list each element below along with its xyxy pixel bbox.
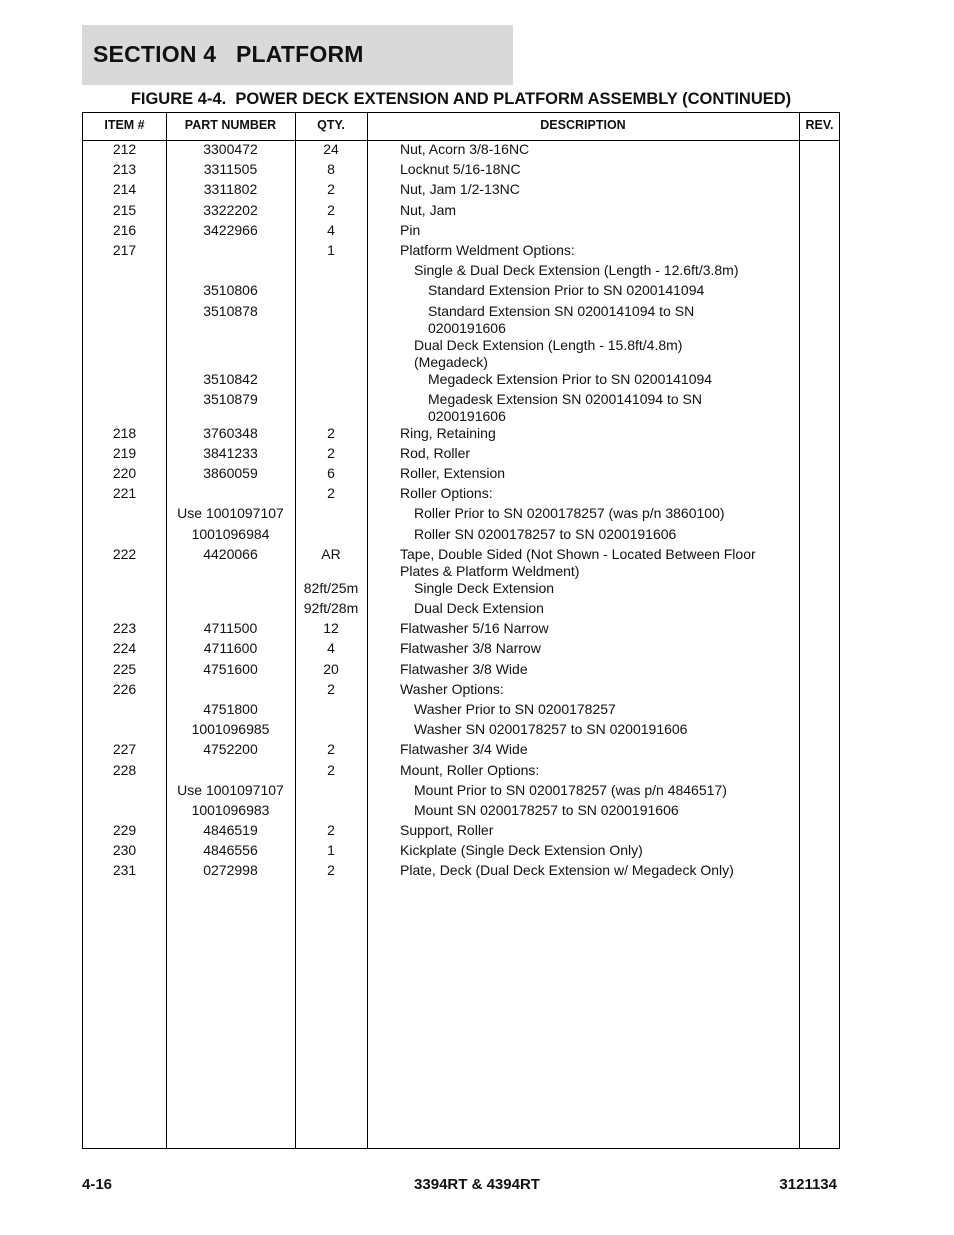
table-row [83, 681, 839, 701]
part-number-cell: 0272998 [203, 862, 258, 879]
part-number-cell: 4846519 [203, 822, 258, 839]
part-number-cell: 1001096984 [191, 525, 270, 542]
col-header-description: DESCRIPTION [540, 118, 626, 132]
table-row [83, 141, 839, 161]
description-cell: Kickplate (Single Deck Extension Only) [400, 842, 643, 859]
item-cell: 231 [112, 862, 137, 879]
part-number-cell: 3510878 [203, 302, 258, 319]
part-number-cell: 3322202 [203, 201, 258, 218]
description-cell: Mount SN 0200178257 to SN 0200191606 [414, 801, 679, 818]
qty-cell: 24 [323, 141, 339, 157]
item-cell: 226 [112, 680, 137, 697]
qty-cell: 4 [327, 221, 335, 238]
item-cell: 219 [112, 444, 137, 461]
part-number-cell: 4752200 [203, 741, 258, 758]
part-number-cell: 4751600 [203, 660, 258, 677]
table-row [83, 371, 839, 391]
table-row [83, 425, 839, 445]
table-row [83, 802, 839, 822]
table-row [83, 741, 839, 761]
table-row [83, 262, 839, 282]
qty-cell: 2 [327, 444, 335, 461]
description-cell: Standard Extension Prior to SN 0200141094 [428, 282, 705, 299]
item-cell: 215 [112, 201, 137, 218]
page-number: 4-16 [82, 1176, 113, 1193]
table-row [83, 242, 839, 262]
qty-cell: 8 [327, 161, 335, 178]
qty-cell: 92ft/28m [303, 600, 359, 616]
description-cell: Rod, Roller [400, 444, 471, 461]
table-row [83, 842, 839, 862]
part-number-cell: 4751800 [203, 700, 258, 717]
description-cell: Flatwasher 5/16 Narrow [400, 620, 549, 637]
item-cell: 229 [112, 822, 137, 839]
qty-cell: 2 [327, 181, 335, 198]
table-row [83, 762, 839, 782]
item-cell: 216 [112, 221, 137, 238]
description-cell: Dual Deck Extension [414, 600, 544, 616]
qty-cell: 1 [327, 842, 335, 859]
table-row [83, 337, 839, 371]
description-cell: Megadesk Extension SN 0200141094 to SN 0200191606 [428, 390, 702, 424]
qty-cell: 2 [327, 741, 335, 758]
qty-cell: 2 [327, 201, 335, 218]
item-cell: 220 [112, 465, 137, 482]
description-cell: Plate, Deck (Dual Deck Extension w/ Megadeck Only) [400, 862, 734, 879]
part-number-cell: 3841233 [203, 444, 258, 461]
item-cell: 213 [112, 161, 137, 178]
col-header-rev: REV. [805, 118, 834, 132]
part-number-cell: 3860059 [203, 465, 258, 482]
table-body [83, 141, 839, 883]
qty-cell: 82ft/25m [303, 579, 359, 596]
description-cell: Single & Dual Deck Extension (Length - 12.6ft/3.8m) [414, 262, 739, 279]
table-row [83, 282, 839, 302]
description-cell: Megadeck Extension Prior to SN 0200141094 [428, 370, 713, 387]
qty-cell: 6 [327, 465, 335, 482]
table-row [83, 222, 839, 242]
description-cell: Locknut 5/16-18NC [400, 161, 521, 178]
table-row [83, 782, 839, 802]
col-header-part-number: PART NUMBER [184, 118, 277, 132]
table-row [83, 862, 839, 882]
item-cell: 223 [112, 620, 137, 637]
table-row [83, 640, 839, 660]
part-number-cell: 3422966 [203, 221, 258, 238]
qty-cell: 2 [327, 485, 335, 502]
description-cell: Dual Deck Extension (Length - 15.8ft/4.8m) (Megadeck) [414, 336, 683, 370]
qty-cell: AR [321, 545, 341, 562]
description-cell: Platform Weldment Options: [400, 241, 575, 258]
description-cell: Standard Extension SN 0200141094 to SN 0200191606 [428, 302, 695, 336]
description-cell: Ring, Retaining [400, 424, 496, 441]
description-cell: Support, Roller [400, 822, 494, 839]
section-title: SECTION 4 PLATFORM [93, 41, 364, 67]
item-cell: 222 [112, 545, 137, 562]
description-cell: Single Deck Extension [414, 579, 555, 596]
document-number: 3121134 [779, 1176, 837, 1193]
part-number-cell: Use 1001097107 [177, 505, 284, 522]
qty-cell: 2 [327, 822, 335, 839]
item-cell: 218 [112, 424, 137, 441]
item-cell: 214 [112, 181, 137, 198]
part-number-cell: 3510879 [203, 390, 258, 407]
qty-cell: 2 [327, 761, 335, 778]
description-cell: Nut, Jam 1/2-13NC [400, 181, 520, 198]
part-number-cell: 3311802 [203, 181, 258, 198]
item-cell: 212 [112, 141, 137, 157]
description-cell: Roller, Extension [400, 465, 506, 482]
table-row [83, 181, 839, 201]
qty-cell: 20 [323, 660, 339, 677]
description-cell: Roller SN 0200178257 to SN 0200191606 [414, 525, 677, 542]
part-number-cell: Use 1001097107 [177, 781, 284, 798]
description-cell: Washer Prior to SN 0200178257 [414, 700, 616, 717]
table-row [83, 465, 839, 485]
description-cell: Nut, Acorn 3/8-16NC [400, 141, 530, 157]
part-number-cell: 1001096985 [191, 721, 270, 738]
item-cell: 221 [112, 485, 137, 502]
table-row [83, 721, 839, 741]
part-number-cell: 3510842 [203, 370, 258, 387]
item-cell: 227 [112, 741, 137, 758]
item-cell: 225 [112, 660, 137, 677]
item-cell: 228 [112, 761, 137, 778]
part-number-cell: 3760348 [203, 424, 258, 441]
table-row [83, 505, 839, 525]
description-cell: Mount Prior to SN 0200178257 (was p/n 4846517) [414, 781, 727, 798]
description-cell: Washer Options: [400, 680, 504, 697]
table-row [83, 485, 839, 505]
qty-cell: 4 [327, 640, 335, 657]
part-number-cell: 4846556 [203, 842, 258, 859]
table-row [83, 701, 839, 721]
table-row [83, 546, 839, 580]
table-row [83, 391, 839, 425]
part-number-cell: 4420066 [203, 545, 258, 562]
table-row [83, 620, 839, 640]
table-row [83, 661, 839, 681]
part-number-cell: 3311505 [203, 161, 258, 178]
description-cell: Flatwasher 3/4 Wide [400, 741, 528, 758]
qty-cell: 2 [327, 680, 335, 697]
description-cell: Tape, Double Sided (Not Shown - Located Between Floor Plates & Platform Weldment) [400, 545, 756, 579]
description-cell: Washer SN 0200178257 to SN 0200191606 [414, 721, 688, 738]
qty-cell: 12 [323, 620, 339, 637]
description-cell: Mount, Roller Options: [400, 761, 540, 778]
table-row [83, 526, 839, 546]
parts-table [82, 112, 840, 1149]
table-row [83, 202, 839, 222]
col-header-item: ITEM # [104, 118, 145, 132]
table-row [83, 822, 839, 842]
table-row [83, 600, 839, 620]
part-number-cell: 1001096983 [191, 801, 270, 818]
part-number-cell: 4711600 [203, 640, 258, 657]
part-number-cell: 3300472 [203, 141, 258, 157]
description-cell: Nut, Jam [400, 201, 457, 218]
qty-cell: 2 [327, 862, 335, 879]
item-cell: 230 [112, 842, 137, 859]
table-row [83, 580, 839, 600]
description-cell: Flatwasher 3/8 Wide [400, 660, 528, 677]
table-row [83, 445, 839, 465]
col-header-qty: QTY. [317, 118, 345, 132]
figure-title: FIGURE 4-4. POWER DECK EXTENSION AND PLATFORM ASSEMBLY (CONTINUED) [130, 90, 792, 108]
model-name: 3394RT & 4394RT [414, 1176, 540, 1193]
description-cell: Pin [400, 221, 421, 238]
table-row [83, 303, 839, 337]
item-cell: 217 [112, 241, 137, 258]
description-cell: Roller Prior to SN 0200178257 (was p/n 3860100) [414, 505, 725, 522]
qty-cell: 2 [327, 424, 335, 441]
item-cell: 224 [112, 640, 137, 657]
description-cell: Flatwasher 3/8 Narrow [400, 640, 541, 657]
part-number-cell: 4711500 [203, 620, 258, 637]
table-row [83, 161, 839, 181]
description-cell: Roller Options: [400, 485, 493, 502]
qty-cell: 1 [327, 241, 335, 258]
part-number-cell: 3510806 [203, 282, 258, 299]
